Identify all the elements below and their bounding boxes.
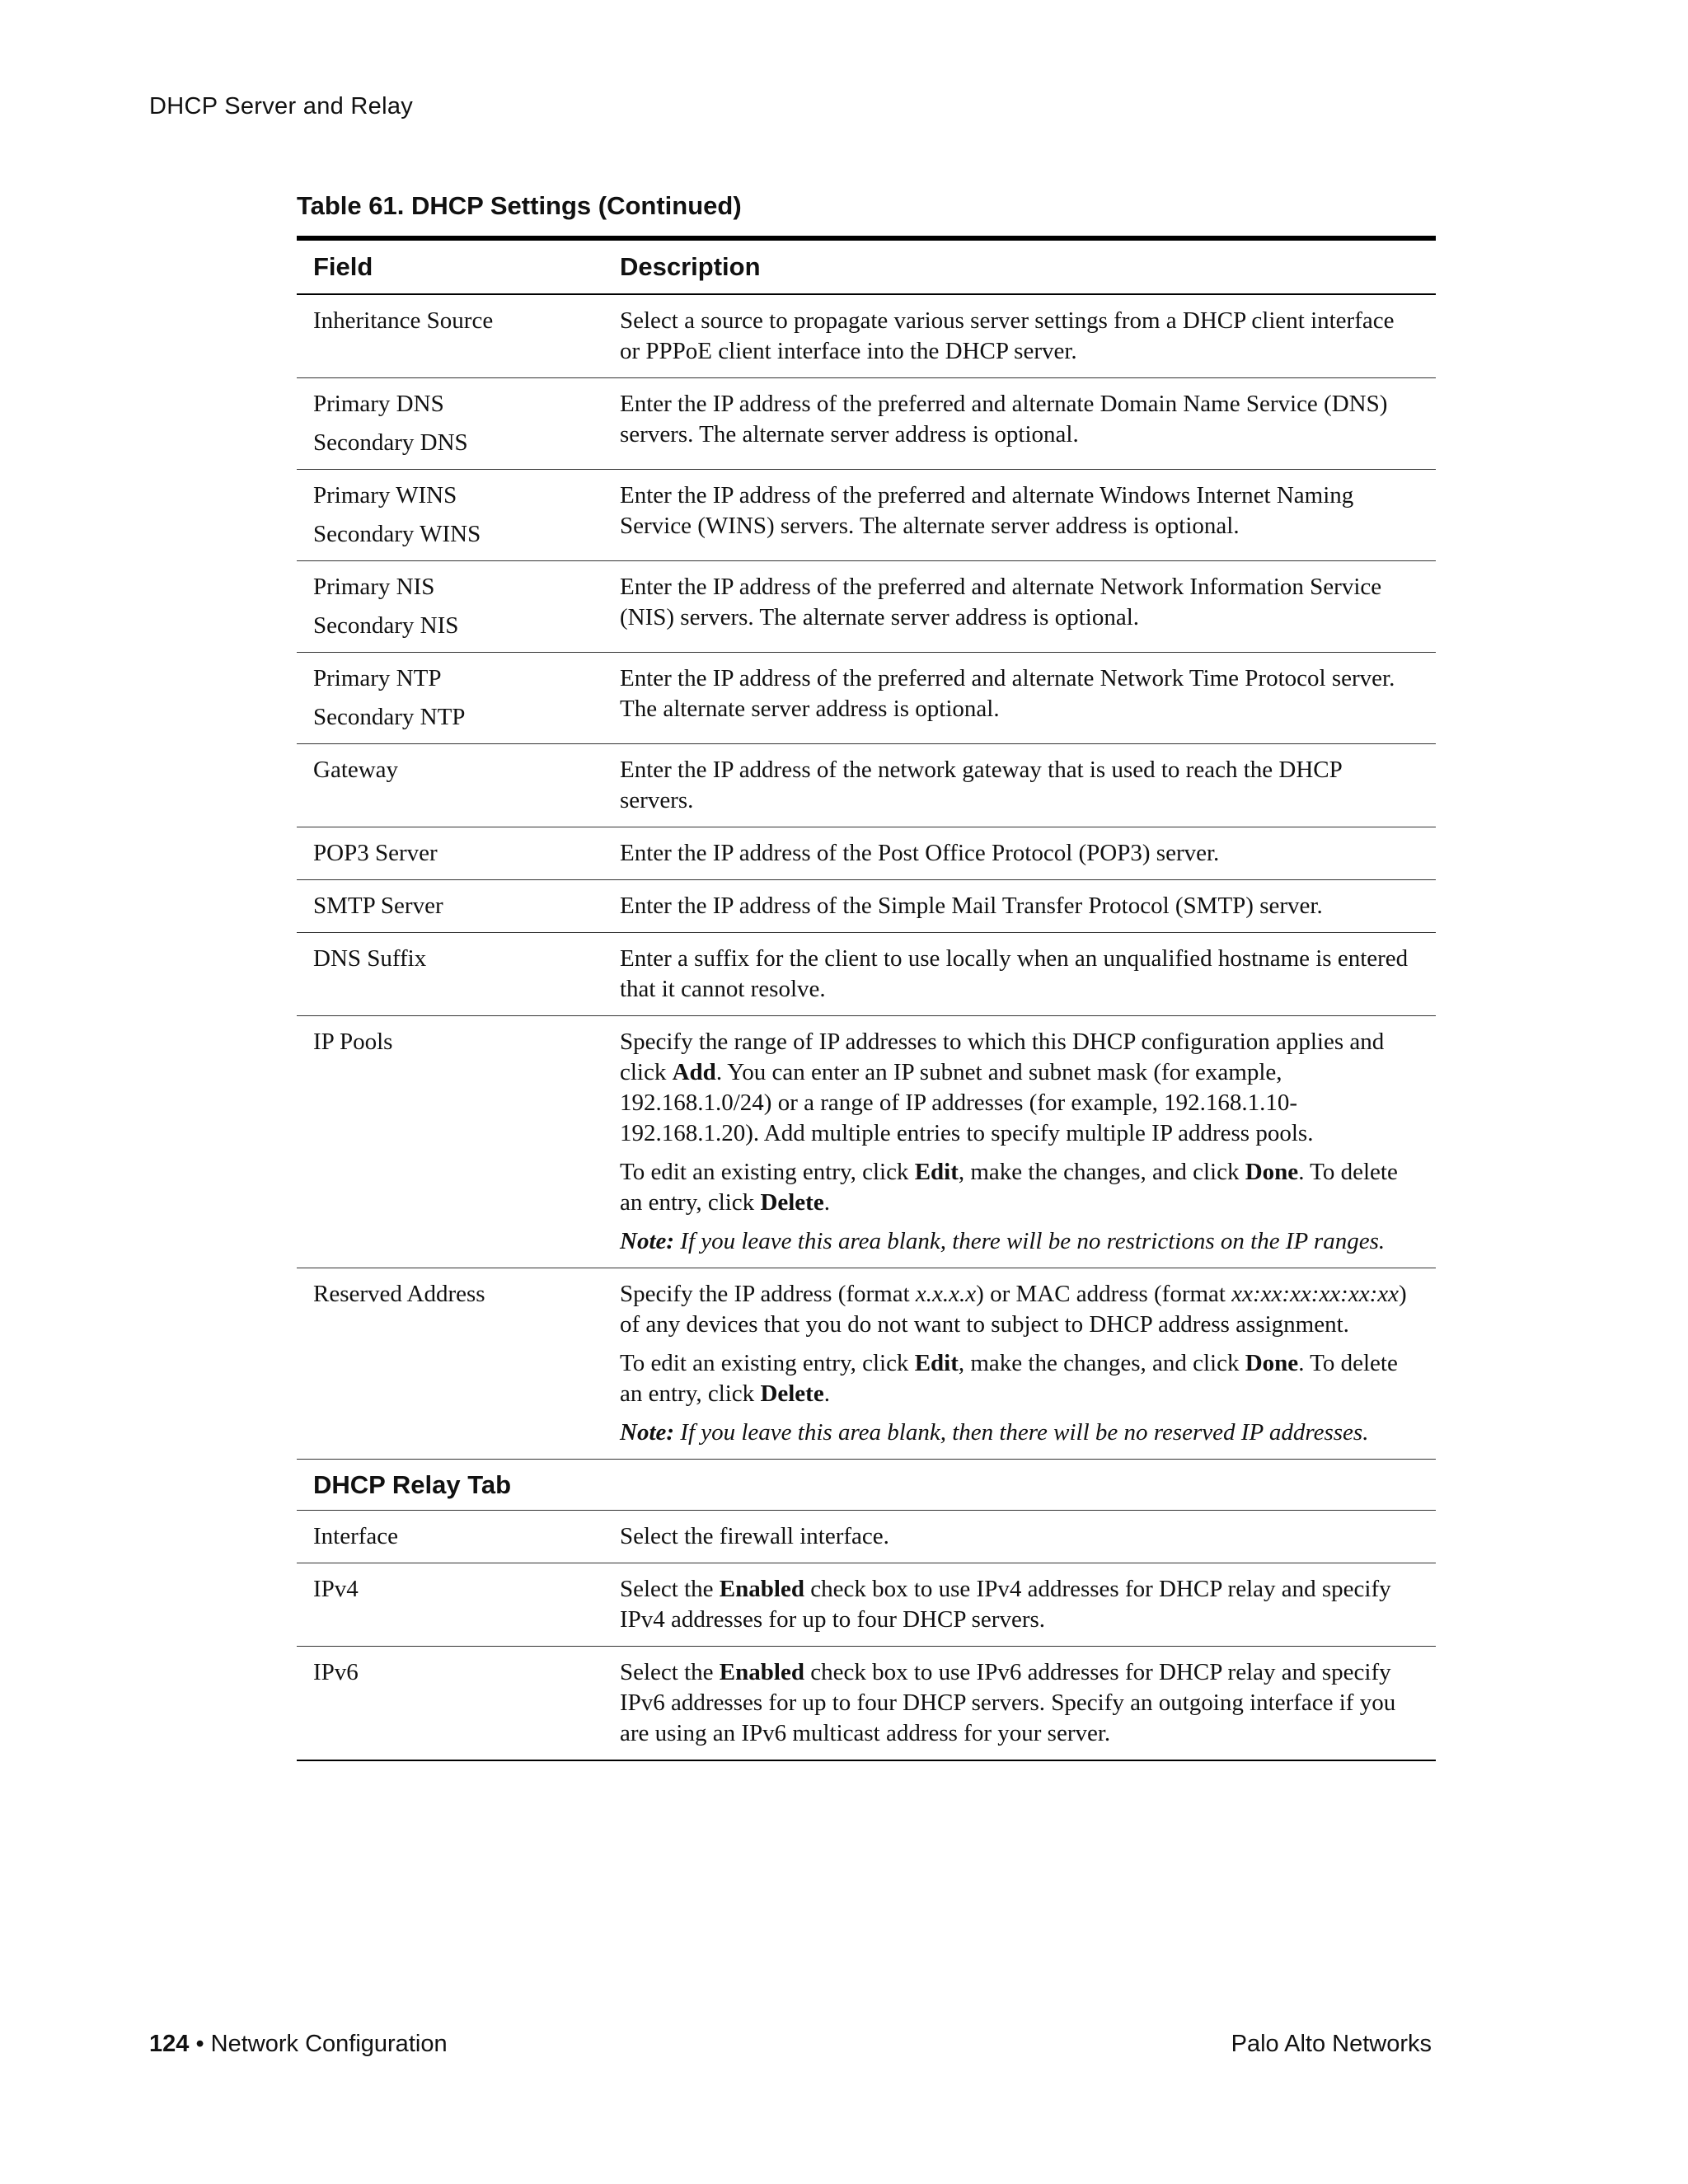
field-cell [297, 294, 603, 378]
description-cell [603, 1563, 1436, 1647]
description-text: Enter the IP address of the network gateway that is used to reach the DHCP servers. [620, 757, 1342, 813]
field-cell [297, 933, 603, 1016]
field-name: POP3 Server [313, 840, 438, 866]
field-cell [297, 1563, 603, 1647]
description-cell [603, 1268, 1436, 1460]
note [620, 1418, 1419, 1448]
description-text: Select the Enabled check box to use IPv6 addresses for DHCP relay and specify IPv6 addresses for up to four DHCP servers. Specify an outgoing interface if you are using an IPv6 multicast address for your server. [620, 1659, 1396, 1746]
description-cell [603, 561, 1436, 653]
field-name: Secondary NIS [313, 612, 459, 639]
field-cell [297, 1647, 603, 1761]
description-cell [603, 744, 1436, 827]
field-name: IPv6 [313, 1659, 359, 1685]
table-row [297, 1511, 1436, 1563]
column-header-description: Description [620, 252, 761, 281]
table-row [297, 1268, 1436, 1460]
description-cell [603, 880, 1436, 933]
description-text: Enter the IP address of the Simple Mail Transfer Protocol (SMTP) server. [620, 893, 1323, 919]
note-label: Note: [620, 1228, 675, 1254]
description-cell [603, 1016, 1436, 1268]
table-body [297, 294, 1436, 1760]
field-name: IPv4 [313, 1576, 359, 1602]
description-text: To edit an existing entry, click Edit, make the changes, and click Done. To delete an entry, click Delete. [620, 1350, 1398, 1407]
description-cell [603, 294, 1436, 378]
note-label: Note: [620, 1419, 675, 1446]
table-row [297, 933, 1436, 1016]
description-text: Enter the IP address of the preferred and alternate Network Information Service (NIS) servers. The alternate server address is optional. [620, 574, 1382, 630]
column-header-field: Field [313, 252, 373, 281]
table-row [297, 294, 1436, 378]
note-text: If you leave this area blank, there will be no restrictions on the IP ranges. [680, 1228, 1386, 1254]
description-text: Specify the range of IP addresses to which this DHCP configuration applies and click Add. You can enter an IP subnet and subnet mask (for example, 192.168.1.0/24) or a range of IP addresses (for example, 192.168.1.10-192.168.1.20). Add multiple entries to specify multiple IP address pools. [620, 1029, 1385, 1146]
field-cell [297, 1268, 603, 1460]
field-cell [297, 744, 603, 827]
table-row [297, 880, 1436, 933]
table-row [297, 1016, 1436, 1268]
field-cell [297, 653, 603, 744]
description-text: Enter the IP address of the preferred and alternate Windows Internet Naming Service (WINS) servers. The alternate server address is optional. [620, 482, 1354, 539]
description-text: To edit an existing entry, click Edit, make the changes, and click Done. To delete an entry, click Delete. [620, 1159, 1398, 1216]
field-name: Secondary DNS [313, 429, 468, 456]
note [620, 1226, 1419, 1257]
description-text: Select the firewall interface. [620, 1523, 889, 1549]
description-cell [603, 827, 1436, 880]
table-row [297, 1563, 1436, 1647]
table-row [297, 561, 1436, 653]
field-cell [297, 378, 603, 470]
field-name: Secondary WINS [313, 521, 481, 547]
description-cell [603, 933, 1436, 1016]
footer-left [149, 2031, 448, 2058]
table-caption: Table 61. DHCP Settings (Continued) [297, 191, 742, 220]
description-text: Select the Enabled check box to use IPv4 addresses for DHCP relay and specify IPv4 addresses for up to four DHCP servers. [620, 1576, 1391, 1633]
table-row [297, 470, 1436, 561]
field-name: Interface [313, 1523, 399, 1549]
field-name: Inheritance Source [313, 307, 494, 334]
field-name: Primary DNS [313, 391, 444, 417]
description-text: Enter the IP address of the Post Office Protocol (POP3) server. [620, 840, 1220, 866]
running-header: DHCP Server and Relay [149, 93, 414, 120]
field-name: IP Pools [313, 1029, 393, 1055]
dhcp-settings-table [297, 236, 1436, 1761]
field-cell [297, 1016, 603, 1268]
description-cell [603, 378, 1436, 470]
field-name: Gateway [313, 757, 399, 783]
field-name: Primary NIS [313, 574, 435, 600]
description-text: Enter the IP address of the preferred and alternate Domain Name Service (DNS) servers. The alternate server address is optional. [620, 391, 1388, 448]
footer-section: • Network Configuration [189, 2031, 448, 2057]
field-name: Reserved Address [313, 1281, 485, 1307]
field-cell [297, 1511, 603, 1563]
description-text: Specify the IP address (format x.x.x.x) or MAC address (format xx:xx:xx:xx:xx:xx) of any devices that you do not want to subject to DHCP address assignment. [620, 1281, 1407, 1338]
table-row [297, 378, 1436, 470]
field-cell [297, 880, 603, 933]
field-name: Secondary NTP [313, 704, 466, 730]
field-cell [297, 827, 603, 880]
field-name: DNS Suffix [313, 945, 427, 972]
description-text: Enter a suffix for the client to use locally when an unqualified hostname is entered that it cannot resolve. [620, 945, 1409, 1002]
field-name: Primary WINS [313, 482, 457, 509]
field-cell [297, 470, 603, 561]
table-row [297, 1647, 1436, 1761]
table-header [297, 238, 1436, 294]
description-cell [603, 470, 1436, 561]
field-cell [297, 561, 603, 653]
section-heading: DHCP Relay Tab [313, 1470, 512, 1499]
table-row [297, 653, 1436, 744]
description-text: Enter the IP address of the preferred and alternate Network Time Protocol server. The alternate server address is optional. [620, 665, 1395, 722]
table-row [297, 744, 1436, 827]
table-header-row [297, 238, 1436, 294]
description-cell [603, 653, 1436, 744]
section-row [297, 1460, 1436, 1511]
note-text: If you leave this area blank, then there will be no reserved IP addresses. [680, 1419, 1369, 1446]
description-text: Select a source to propagate various server settings from a DHCP client interface or PPPoE client interface into the DHCP server. [620, 307, 1395, 364]
footer-company: Palo Alto Networks [1231, 2031, 1432, 2057]
field-name: SMTP Server [313, 893, 443, 919]
table-row [297, 827, 1436, 880]
field-name: Primary NTP [313, 665, 442, 691]
page-number: 124 [149, 2031, 190, 2057]
description-cell [603, 1511, 1436, 1563]
description-cell [603, 1647, 1436, 1761]
